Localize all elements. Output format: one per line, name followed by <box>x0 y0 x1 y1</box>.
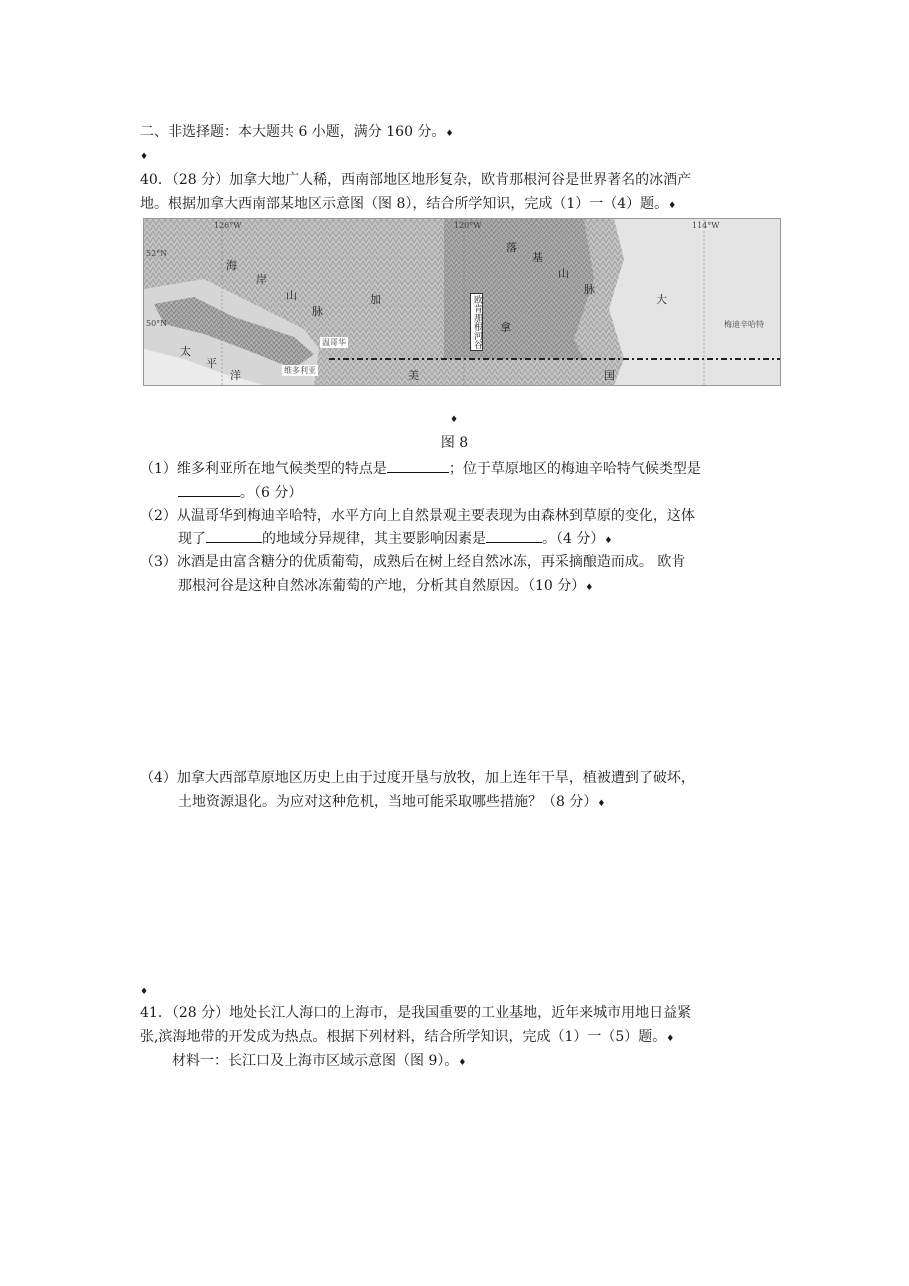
q41-line2: 张,滨海地带的开发成为热点。根据下列材料，结合所学知识，完成（1）一（5）题。♦ <box>140 1029 675 1045</box>
lon-label-126w: 126°W <box>214 221 242 230</box>
paragraph-mark: ♦ <box>445 129 454 139</box>
q40-intro-line2: 地。根据加拿大西南部某地区示意图（图 8），结合所学知识，完成（1）一（4）题。♦ <box>140 196 677 212</box>
q41-line1: 41．（28 分）地处长江人海口的上海市，是我国重要的工业基地，近年来城市用地日益紧 <box>140 1005 692 1021</box>
region-char-11: 大 <box>656 293 667 306</box>
region-char-12: 太 <box>180 345 191 358</box>
q40-sub3-line1: （3）冰酒是由富含糖分的优质葡萄，成熟后在树上经自然冰冻，再采摘酿造而成。 欧肯 <box>140 554 686 570</box>
place-victoria: 维多利亚 <box>284 366 316 375</box>
region-char-15: 美 <box>408 369 419 382</box>
place-medicine-hat: 梅迪辛哈特 <box>724 320 764 329</box>
figure-8-caption: 图 8 <box>440 435 469 451</box>
region-char-7: 基 <box>532 251 543 264</box>
answer-blank <box>178 482 240 497</box>
region-char-14: 洋 <box>230 369 241 382</box>
region-char-9: 脉 <box>584 283 595 296</box>
region-char-13: 平 <box>206 357 217 370</box>
q40-sub2-line2: 现了 的地域分异规律，其主要影响因素是 。（4 分）♦ <box>178 528 612 551</box>
map-terrain <box>144 219 780 385</box>
okanagan-valley-label: 欧肯那根河谷 <box>472 295 482 349</box>
answer-blank <box>206 528 262 543</box>
q40-sub3-line2: 那根河谷是这种自然冰冻葡萄的产地，分析其自然原因。（10 分）♦ <box>178 578 594 594</box>
q41-material1: 材料一：长江口及上海市区域示意图（图 9）。♦ <box>172 1053 467 1069</box>
region-char-8: 山 <box>558 267 569 280</box>
paragraph-mark-line: ♦ <box>140 152 149 162</box>
place-vancouver: 温哥华 <box>322 338 346 347</box>
q40-sub4-line1: （4）加拿大西部草原地区历史上由于过度开垦与放牧，加上连年干旱，植被遭到了破坏， <box>140 770 695 786</box>
lat-label-50n: 50°N <box>146 319 168 328</box>
region-char-5: 加 <box>370 293 381 306</box>
paragraph-mark-line: ♦ <box>140 987 149 997</box>
answer-blank <box>486 528 542 543</box>
section-heading: 二、非选择题：本大题共 6 小题，满分 160 分。♦ <box>140 124 454 140</box>
region-char-4: 脉 <box>312 305 323 318</box>
region-char-3: 山 <box>286 289 297 302</box>
answer-blank <box>387 458 449 473</box>
q40-sub1-line2: 。（6 分） <box>178 482 302 503</box>
q40-sub4-line2: 土地资源退化。为应对这种危机，当地可能采取哪些措施？（8 分）♦ <box>178 794 606 810</box>
lat-label-52n: 52°N <box>146 249 168 258</box>
region-char-6: 落 <box>506 241 517 254</box>
region-char-10: 拿 <box>500 321 511 334</box>
region-char-1: 海 <box>226 259 237 272</box>
region-char-2: 岸 <box>256 273 267 286</box>
region-char-16: 国 <box>604 369 615 382</box>
q40-sub2-line1: （2）从温哥华到梅迪辛哈特，水平方向上自然景观主要表现为由森林到草原的变化，这体 <box>140 508 695 524</box>
paragraph-mark-line: ♦ <box>450 415 459 425</box>
figure-8-map <box>143 218 781 386</box>
lon-label-120w: 120°W <box>454 221 482 230</box>
lon-label-114w: 114°W <box>692 221 720 230</box>
q40-intro-line1: 40．（28 分）加拿大地广人稀，西南部地区地形复杂，欧肯那根河谷是世界著名的冰酒产 <box>140 172 692 188</box>
q40-sub1-line1: （1）维多利亚所在地气候类型的特点是 ；位于草原地区的梅迪辛哈特气候类型是 <box>140 458 701 479</box>
